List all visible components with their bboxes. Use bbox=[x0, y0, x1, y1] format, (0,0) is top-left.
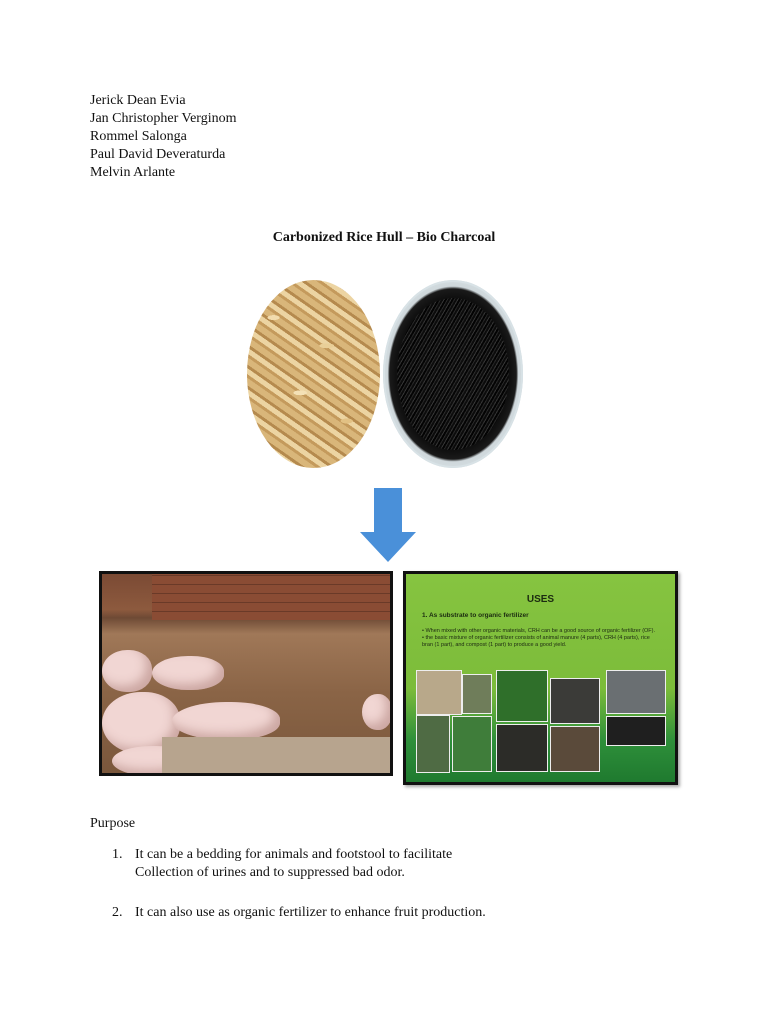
carbonized-rice-hull-image bbox=[383, 280, 523, 468]
slide-photo-collage bbox=[416, 670, 671, 775]
uses-slide-image bbox=[403, 571, 678, 785]
list-text: It can be a bedding for animals and footstool to facilitate bbox=[135, 847, 453, 862]
charcoal-grain-texture bbox=[397, 298, 509, 450]
list-text: It can also use as organic fertilizer to enhance fruit production. bbox=[135, 905, 486, 920]
collage-photo bbox=[416, 715, 450, 773]
author-name: Jan Christopher Verginom bbox=[90, 111, 237, 126]
pig bbox=[152, 656, 224, 690]
collage-photo bbox=[496, 670, 548, 722]
pig bbox=[172, 702, 280, 740]
document-title: Carbonized Rice Hull – Bio Charcoal bbox=[272, 230, 496, 245]
pig bbox=[362, 694, 392, 730]
author-name: Melvin Arlante bbox=[90, 165, 176, 180]
pig bbox=[102, 650, 152, 692]
collage-photo bbox=[496, 724, 548, 772]
slide-subheading: 1. As substrate to organic fertilizer bbox=[422, 612, 529, 619]
collage-photo bbox=[452, 716, 492, 772]
list-number: 2. bbox=[112, 905, 123, 920]
slide-bullet: • When mixed with other organic materials, CRH can be a good source of organic fertilizer (OF). bbox=[422, 628, 656, 634]
brick-wall bbox=[152, 574, 392, 620]
list-text: Collection of urines and to suppressed bad odor. bbox=[135, 865, 405, 880]
pigs-bedding-photo bbox=[99, 571, 393, 776]
slide-bullet: • the basic mixture of organic fertilizer consists of animal manure (4 parts), CRH (4 parts), rice bran (1 part), and compost (1 part) to produce a good yield. bbox=[422, 635, 650, 648]
author-list bbox=[90, 92, 236, 182]
pen-ledge bbox=[162, 737, 392, 773]
collage-photo bbox=[550, 726, 600, 772]
collage-photo bbox=[606, 670, 666, 714]
author-name: Paul David Deveraturda bbox=[90, 147, 226, 162]
collage-photo bbox=[416, 670, 462, 715]
collage-photo bbox=[462, 674, 492, 714]
collage-photo bbox=[550, 678, 600, 724]
author-name: Rommel Salonga bbox=[90, 129, 187, 144]
arrow-down-icon bbox=[360, 488, 416, 562]
slide-heading: USES bbox=[526, 594, 555, 605]
author-name: Jerick Dean Evia bbox=[90, 93, 186, 108]
slide-bullets bbox=[422, 628, 662, 649]
rice-hull-image bbox=[247, 280, 380, 468]
purpose-heading: Purpose bbox=[90, 816, 136, 831]
collage-photo bbox=[606, 716, 666, 746]
list-number: 1. bbox=[112, 847, 123, 862]
